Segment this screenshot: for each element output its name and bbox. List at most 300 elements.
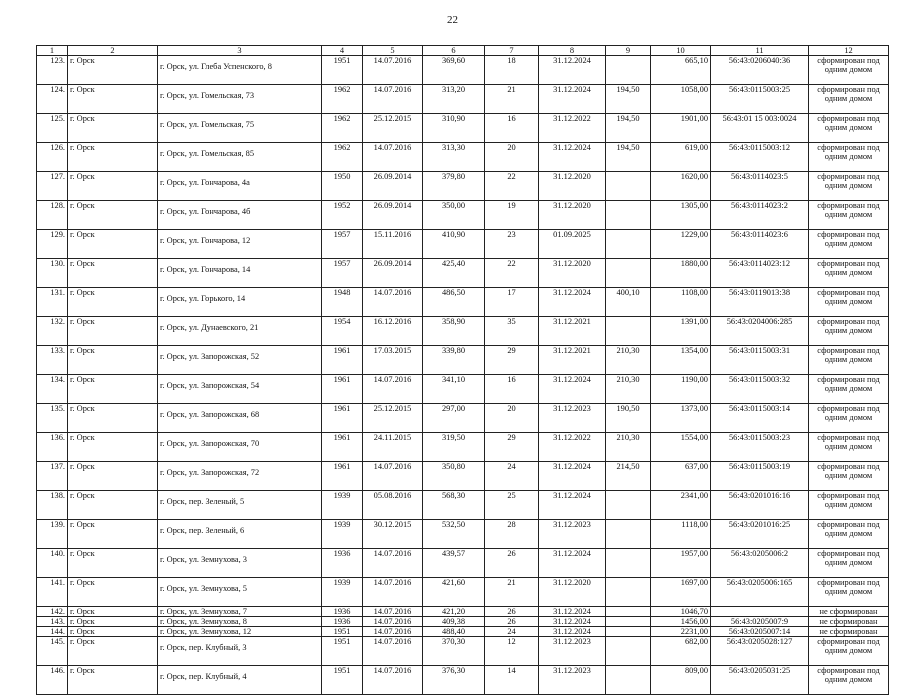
cadastre-cell: 56:43:0114023:12 [711, 259, 809, 288]
col10-cell: 1456,00 [651, 617, 711, 627]
city-cell: г. Орск [68, 462, 158, 491]
city-cell: г. Орск [68, 578, 158, 607]
address-cell: г. Орск, ул. Земнухова, 8 [158, 617, 322, 627]
address-cell: г. Орск, пер. Зеленый, 5 [158, 491, 322, 520]
year-cell: 1951 [322, 666, 363, 695]
table-row [37, 627, 889, 637]
year-cell: 1957 [322, 230, 363, 259]
column-header: 9 [606, 46, 651, 56]
status-cell: сформирован под одним домом [809, 56, 889, 85]
col9-cell [606, 578, 651, 607]
status-cell: сформирован под одним домом [809, 346, 889, 375]
year-cell: 1962 [322, 85, 363, 114]
address-cell: г. Орск, ул. Земнухова, 7 [158, 607, 322, 617]
col7-cell: 26 [485, 617, 539, 627]
address-cell: г. Орск, пер. Зеленый, 6 [158, 520, 322, 549]
col7-cell: 26 [485, 607, 539, 617]
col8-cell: 31.12.2024 [539, 85, 606, 114]
year-cell: 1961 [322, 375, 363, 404]
year-cell: 1962 [322, 143, 363, 172]
area-cell: 310,90 [423, 114, 485, 143]
row-number: 130. [37, 259, 68, 288]
city-cell: г. Орск [68, 201, 158, 230]
area-cell: 532,50 [423, 520, 485, 549]
col7-cell: 17 [485, 288, 539, 317]
cadastre-cell [711, 607, 809, 617]
date-cell: 05.08.2016 [363, 491, 423, 520]
row-number: 136. [37, 433, 68, 462]
city-cell: г. Орск [68, 317, 158, 346]
column-header: 11 [711, 46, 809, 56]
area-cell: 313,30 [423, 143, 485, 172]
city-cell: г. Орск [68, 114, 158, 143]
address-cell: г. Орск, пер. Клубный, 4 [158, 666, 322, 695]
status-cell: не сформирован [809, 617, 889, 627]
date-cell: 17.03.2015 [363, 346, 423, 375]
table-row [37, 288, 889, 317]
address-cell: г. Орск, ул. Запорожская, 72 [158, 462, 322, 491]
date-cell: 14.07.2016 [363, 56, 423, 85]
cadastre-cell: 56:43:0205007:14 [711, 627, 809, 637]
area-cell: 358,90 [423, 317, 485, 346]
col8-cell: 31.12.2024 [539, 375, 606, 404]
date-cell: 25.12.2015 [363, 404, 423, 433]
status-cell: сформирован под одним домом [809, 433, 889, 462]
page-number: 22 [447, 14, 458, 26]
city-cell: г. Орск [68, 230, 158, 259]
col8-cell: 31.12.2020 [539, 172, 606, 201]
col7-cell: 19 [485, 201, 539, 230]
cadastre-cell: 56:43:0205028:127 [711, 637, 809, 666]
cadastre-cell: 56:43:0115003:12 [711, 143, 809, 172]
year-cell: 1961 [322, 404, 363, 433]
col10-cell: 1229,00 [651, 230, 711, 259]
header-row [37, 46, 889, 56]
address-cell: г. Орск, ул. Гомельская, 73 [158, 85, 322, 114]
col10-cell: 1957,00 [651, 549, 711, 578]
date-cell: 14.07.2016 [363, 143, 423, 172]
address-cell: г. Орск, ул. Запорожская, 54 [158, 375, 322, 404]
col8-cell: 31.12.2020 [539, 201, 606, 230]
col10-cell: 1880,00 [651, 259, 711, 288]
cadastre-cell: 56:43:0115003:31 [711, 346, 809, 375]
status-cell: сформирован под одним домом [809, 259, 889, 288]
col8-cell: 31.12.2020 [539, 578, 606, 607]
table-row [37, 607, 889, 617]
year-cell: 1948 [322, 288, 363, 317]
col8-cell: 31.12.2024 [539, 143, 606, 172]
col7-cell: 28 [485, 520, 539, 549]
area-cell: 421,20 [423, 607, 485, 617]
table-row [37, 201, 889, 230]
col9-cell: 210,30 [606, 433, 651, 462]
city-cell: г. Орск [68, 56, 158, 85]
year-cell: 1951 [322, 627, 363, 637]
col8-cell: 31.12.2024 [539, 491, 606, 520]
col9-cell: 194,50 [606, 143, 651, 172]
area-cell: 370,30 [423, 637, 485, 666]
date-cell: 14.07.2016 [363, 375, 423, 404]
status-cell: сформирован под одним домом [809, 114, 889, 143]
status-cell: сформирован под одним домом [809, 637, 889, 666]
city-cell: г. Орск [68, 617, 158, 627]
address-cell: г. Орск, ул. Земнухова, 5 [158, 578, 322, 607]
cadastre-cell: 56:43:0114023:6 [711, 230, 809, 259]
column-header: 6 [423, 46, 485, 56]
col10-cell: 1305,00 [651, 201, 711, 230]
row-number: 124. [37, 85, 68, 114]
col10-cell: 637,00 [651, 462, 711, 491]
col9-cell: 194,50 [606, 85, 651, 114]
row-number: 144. [37, 627, 68, 637]
year-cell: 1951 [322, 56, 363, 85]
status-cell: сформирован под одним домом [809, 143, 889, 172]
col7-cell: 24 [485, 627, 539, 637]
row-number: 139. [37, 520, 68, 549]
year-cell: 1957 [322, 259, 363, 288]
area-cell: 350,00 [423, 201, 485, 230]
status-cell: сформирован под одним домом [809, 317, 889, 346]
row-number: 125. [37, 114, 68, 143]
col7-cell: 22 [485, 172, 539, 201]
date-cell: 14.07.2016 [363, 637, 423, 666]
col9-cell: 210,30 [606, 346, 651, 375]
city-cell: г. Орск [68, 433, 158, 462]
col8-cell: 31.12.2022 [539, 114, 606, 143]
row-number: 138. [37, 491, 68, 520]
cadastre-cell: 56:43:0204006:285 [711, 317, 809, 346]
date-cell: 14.07.2016 [363, 578, 423, 607]
table-row [37, 617, 889, 627]
city-cell: г. Орск [68, 637, 158, 666]
cadastre-cell: 56:43:01 15 003:0024 [711, 114, 809, 143]
year-cell: 1939 [322, 520, 363, 549]
status-cell: сформирован под одним домом [809, 491, 889, 520]
date-cell: 14.07.2016 [363, 549, 423, 578]
col8-cell: 31.12.2024 [539, 617, 606, 627]
col10-cell: 1046,70 [651, 607, 711, 617]
col9-cell: 194,50 [606, 114, 651, 143]
area-cell: 379,80 [423, 172, 485, 201]
col10-cell: 2231,00 [651, 627, 711, 637]
area-cell: 568,30 [423, 491, 485, 520]
date-cell: 26.09.2014 [363, 201, 423, 230]
col8-cell: 31.12.2023 [539, 520, 606, 549]
date-cell: 30.12.2015 [363, 520, 423, 549]
cadastre-cell: 56:43:0115003:32 [711, 375, 809, 404]
address-cell: г. Орск, ул. Земнухова, 12 [158, 627, 322, 637]
col9-cell: 400,10 [606, 288, 651, 317]
col8-cell: 31.12.2023 [539, 666, 606, 695]
table-row [37, 114, 889, 143]
status-cell: не сформирован [809, 607, 889, 617]
year-cell: 1939 [322, 491, 363, 520]
col9-cell [606, 549, 651, 578]
city-cell: г. Орск [68, 549, 158, 578]
date-cell: 14.07.2016 [363, 85, 423, 114]
row-number: 135. [37, 404, 68, 433]
col10-cell: 1118,00 [651, 520, 711, 549]
col10-cell: 1108,00 [651, 288, 711, 317]
col9-cell [606, 172, 651, 201]
column-header: 4 [322, 46, 363, 56]
col9-cell [606, 56, 651, 85]
date-cell: 24.11.2015 [363, 433, 423, 462]
col10-cell: 682,00 [651, 637, 711, 666]
housing-table [36, 45, 889, 695]
address-cell: г. Орск, ул. Гомельская, 75 [158, 114, 322, 143]
area-cell: 350,80 [423, 462, 485, 491]
status-cell: сформирован под одним домом [809, 230, 889, 259]
table-row [37, 491, 889, 520]
table-row [37, 433, 889, 462]
table-row [37, 317, 889, 346]
table-row [37, 85, 889, 114]
date-cell: 14.07.2016 [363, 617, 423, 627]
cadastre-cell: 56:43:0205007:9 [711, 617, 809, 627]
area-cell: 486,50 [423, 288, 485, 317]
year-cell: 1954 [322, 317, 363, 346]
col7-cell: 20 [485, 404, 539, 433]
col10-cell: 1901,00 [651, 114, 711, 143]
row-number: 132. [37, 317, 68, 346]
table-row [37, 549, 889, 578]
row-number: 131. [37, 288, 68, 317]
col10-cell: 619,00 [651, 143, 711, 172]
city-cell: г. Орск [68, 259, 158, 288]
year-cell: 1950 [322, 172, 363, 201]
col10-cell: 1697,00 [651, 578, 711, 607]
row-number: 137. [37, 462, 68, 491]
year-cell: 1961 [322, 433, 363, 462]
col9-cell [606, 627, 651, 637]
table-row [37, 172, 889, 201]
year-cell: 1961 [322, 346, 363, 375]
status-cell: сформирован под одним домом [809, 520, 889, 549]
cadastre-cell: 56:43:0201016:16 [711, 491, 809, 520]
city-cell: г. Орск [68, 346, 158, 375]
row-number: 126. [37, 143, 68, 172]
col7-cell: 21 [485, 578, 539, 607]
col10-cell: 1058,00 [651, 85, 711, 114]
col8-cell: 31.12.2024 [539, 56, 606, 85]
city-cell: г. Орск [68, 288, 158, 317]
address-cell: г. Орск, ул. Гончарова, 14 [158, 259, 322, 288]
date-cell: 26.09.2014 [363, 259, 423, 288]
col10-cell: 2341,00 [651, 491, 711, 520]
status-cell: сформирован под одним домом [809, 578, 889, 607]
row-number: 146. [37, 666, 68, 695]
col8-cell: 31.12.2023 [539, 404, 606, 433]
year-cell: 1936 [322, 607, 363, 617]
area-cell: 425,40 [423, 259, 485, 288]
col9-cell [606, 666, 651, 695]
cadastre-cell: 56:43:0114023:5 [711, 172, 809, 201]
table-row [37, 259, 889, 288]
city-cell: г. Орск [68, 627, 158, 637]
col9-cell [606, 230, 651, 259]
col10-cell: 1354,00 [651, 346, 711, 375]
col9-cell: 214,50 [606, 462, 651, 491]
status-cell: сформирован под одним домом [809, 666, 889, 695]
column-header: 10 [651, 46, 711, 56]
cadastre-cell: 56:43:0115003:23 [711, 433, 809, 462]
date-cell: 26.09.2014 [363, 172, 423, 201]
status-cell: сформирован под одним домом [809, 549, 889, 578]
col7-cell: 25 [485, 491, 539, 520]
col7-cell: 24 [485, 462, 539, 491]
date-cell: 14.07.2016 [363, 462, 423, 491]
col10-cell: 1554,00 [651, 433, 711, 462]
row-number: 134. [37, 375, 68, 404]
city-cell: г. Орск [68, 85, 158, 114]
col7-cell: 12 [485, 637, 539, 666]
table-row [37, 404, 889, 433]
date-cell: 14.07.2016 [363, 288, 423, 317]
row-number: 140. [37, 549, 68, 578]
area-cell: 341,10 [423, 375, 485, 404]
address-cell: г. Орск, ул. Гончарова, 4б [158, 201, 322, 230]
date-cell: 14.07.2016 [363, 607, 423, 617]
table-row [37, 56, 889, 85]
date-cell: 14.07.2016 [363, 627, 423, 637]
column-header: 12 [809, 46, 889, 56]
cadastre-cell: 56:43:0205031:25 [711, 666, 809, 695]
status-cell: сформирован под одним домом [809, 201, 889, 230]
col7-cell: 26 [485, 549, 539, 578]
column-header: 3 [158, 46, 322, 56]
year-cell: 1961 [322, 462, 363, 491]
address-cell: г. Орск, ул. Горького, 14 [158, 288, 322, 317]
area-cell: 313,20 [423, 85, 485, 114]
col9-cell [606, 491, 651, 520]
cadastre-cell: 56:43:0114023:2 [711, 201, 809, 230]
year-cell: 1939 [322, 578, 363, 607]
column-header: 7 [485, 46, 539, 56]
col7-cell: 16 [485, 114, 539, 143]
col9-cell [606, 259, 651, 288]
col9-cell [606, 201, 651, 230]
row-number: 145. [37, 637, 68, 666]
status-cell: сформирован под одним домом [809, 404, 889, 433]
table-row [37, 637, 889, 666]
address-cell: г. Орск, ул. Глеба Успенского, 8 [158, 56, 322, 85]
date-cell: 15.11.2016 [363, 230, 423, 259]
table-row [37, 346, 889, 375]
city-cell: г. Орск [68, 375, 158, 404]
col7-cell: 22 [485, 259, 539, 288]
city-cell: г. Орск [68, 666, 158, 695]
cadastre-cell: 56:43:0201016:25 [711, 520, 809, 549]
date-cell: 14.07.2016 [363, 666, 423, 695]
table-row [37, 375, 889, 404]
status-cell: сформирован под одним домом [809, 85, 889, 114]
col10-cell: 665,10 [651, 56, 711, 85]
col9-cell: 190,50 [606, 404, 651, 433]
col10-cell: 1373,00 [651, 404, 711, 433]
col8-cell: 01.09.2025 [539, 230, 606, 259]
area-cell: 409,38 [423, 617, 485, 627]
table-row [37, 578, 889, 607]
year-cell: 1951 [322, 637, 363, 666]
col7-cell: 29 [485, 346, 539, 375]
address-cell: г. Орск, ул. Дунаевского, 21 [158, 317, 322, 346]
col10-cell: 1391,00 [651, 317, 711, 346]
row-number: 123. [37, 56, 68, 85]
status-cell: не сформирован [809, 627, 889, 637]
area-cell: 319,50 [423, 433, 485, 462]
address-cell: г. Орск, пер. Клубный, 3 [158, 637, 322, 666]
row-number: 129. [37, 230, 68, 259]
area-cell: 376,30 [423, 666, 485, 695]
col8-cell: 31.12.2021 [539, 346, 606, 375]
area-cell: 297,00 [423, 404, 485, 433]
area-cell: 488,40 [423, 627, 485, 637]
address-cell: г. Орск, ул. Запорожская, 70 [158, 433, 322, 462]
table-row [37, 520, 889, 549]
city-cell: г. Орск [68, 520, 158, 549]
address-cell: г. Орск, ул. Гончарова, 12 [158, 230, 322, 259]
col8-cell: 31.12.2021 [539, 317, 606, 346]
col8-cell: 31.12.2023 [539, 637, 606, 666]
col9-cell [606, 520, 651, 549]
year-cell: 1936 [322, 549, 363, 578]
row-number: 143. [37, 617, 68, 627]
cadastre-cell: 56:43:0115003:14 [711, 404, 809, 433]
area-cell: 369,60 [423, 56, 485, 85]
col7-cell: 20 [485, 143, 539, 172]
col8-cell: 31.12.2022 [539, 433, 606, 462]
col9-cell [606, 607, 651, 617]
row-number: 127. [37, 172, 68, 201]
address-cell: г. Орск, ул. Гомельская, 85 [158, 143, 322, 172]
city-cell: г. Орск [68, 607, 158, 617]
year-cell: 1962 [322, 114, 363, 143]
col10-cell: 1620,00 [651, 172, 711, 201]
col8-cell: 31.12.2024 [539, 627, 606, 637]
col8-cell: 31.12.2024 [539, 607, 606, 617]
cadastre-cell: 56:43:0205006:2 [711, 549, 809, 578]
col9-cell [606, 317, 651, 346]
table-row [37, 666, 889, 695]
area-cell: 410,90 [423, 230, 485, 259]
city-cell: г. Орск [68, 143, 158, 172]
col10-cell: 1190,00 [651, 375, 711, 404]
address-cell: г. Орск, ул. Гончарова, 4а [158, 172, 322, 201]
row-number: 141. [37, 578, 68, 607]
column-header: 1 [37, 46, 68, 56]
col7-cell: 16 [485, 375, 539, 404]
status-cell: сформирован под одним домом [809, 375, 889, 404]
col9-cell [606, 637, 651, 666]
address-cell: г. Орск, ул. Запорожская, 68 [158, 404, 322, 433]
col7-cell: 14 [485, 666, 539, 695]
col9-cell [606, 617, 651, 627]
address-cell: г. Орск, ул. Земнухова, 3 [158, 549, 322, 578]
table-row [37, 230, 889, 259]
status-cell: сформирован под одним домом [809, 462, 889, 491]
col10-cell: 809,00 [651, 666, 711, 695]
col7-cell: 35 [485, 317, 539, 346]
column-header: 8 [539, 46, 606, 56]
city-cell: г. Орск [68, 172, 158, 201]
cadastre-cell: 56:43:0206040:36 [711, 56, 809, 85]
cadastre-cell: 56:43:0115003:25 [711, 85, 809, 114]
year-cell: 1936 [322, 617, 363, 627]
row-number: 142. [37, 607, 68, 617]
col7-cell: 21 [485, 85, 539, 114]
cadastre-cell: 56:43:0115003:19 [711, 462, 809, 491]
